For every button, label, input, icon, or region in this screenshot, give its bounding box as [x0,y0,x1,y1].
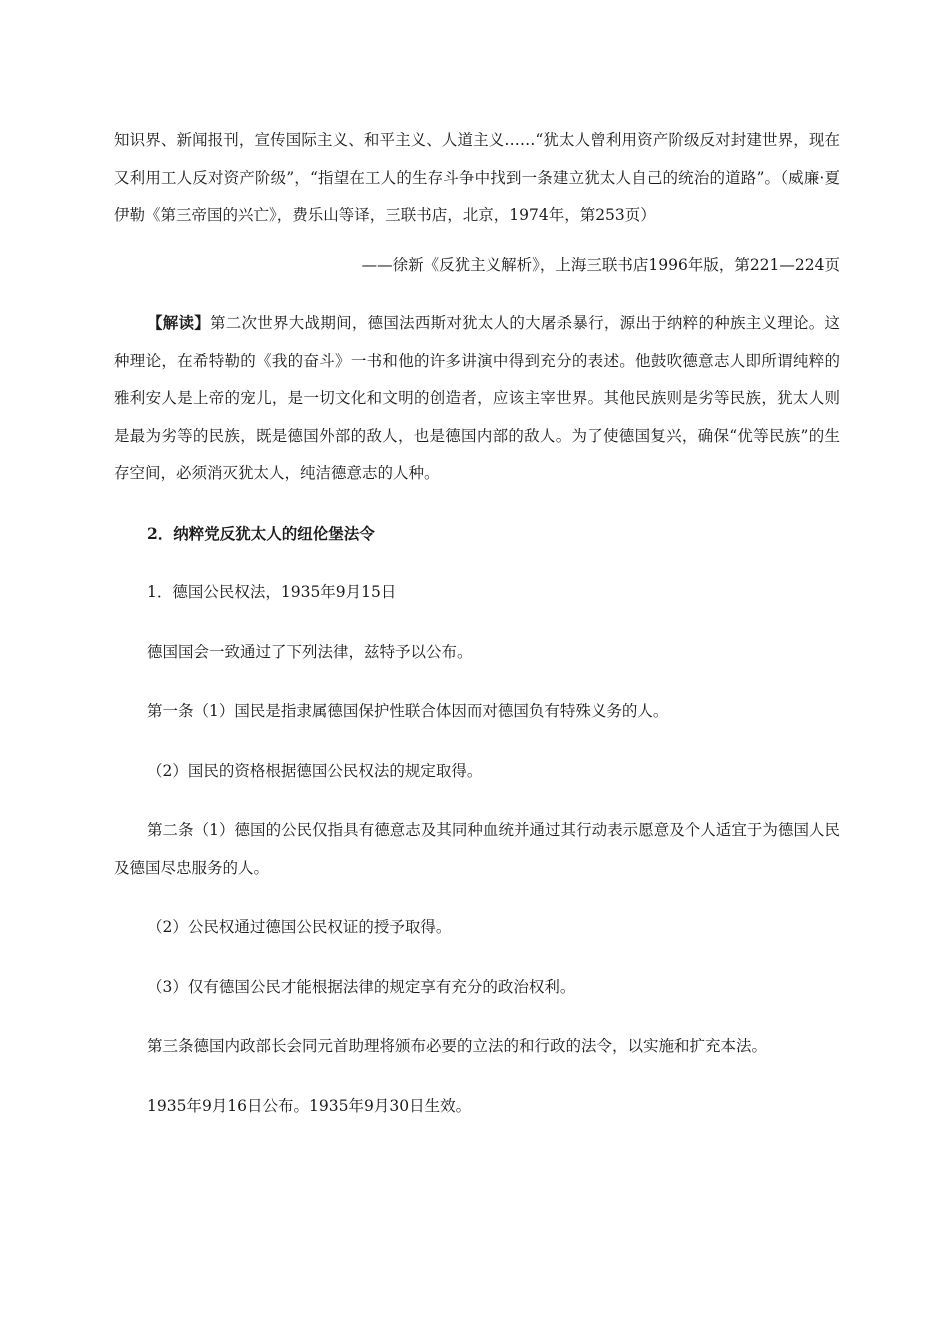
article-1-clause-2: （2）国民的资格根据德国公民权法的规定取得。 [147,761,483,780]
promulgation-note: 1935年9月16日公布。1935年9月30日生效。 [147,1096,472,1115]
source-citation: ——徐新《反犹主义解析》，上海三联书店1996年版，第221—224页 [361,255,840,274]
article-3: 第三条德国内政部长会同元首助理将颁布必要的立法的和行政的法令，以实施和扩充本法。 [147,1037,768,1055]
law-title: 1．德国公民权法，1935年9月15日 [147,583,397,601]
section-heading: 2．纳粹党反犹太人的纽伦堡法令 [147,523,375,543]
article-1-clause-1: 第一条（1）国民是指隶属德国保护性联合体因而对德国负有特殊义务的人。 [147,702,669,720]
commentary-paragraph [114,304,840,493]
commentary-text: 第二次世界大战期间，德国法西斯对犹太人的大屠杀暴行，源出于纳粹的种族主义理论。这种理论，在希特勒的《我的奋斗》一书和他的许多讲演中得到充分的表述。他鼓吹德意志人即所谓纯粹的雅利安人是上帝的宠儿，是一切文化和文明的创造者，应该主宰世界。其他民族则是劣等民族，犹太人则是最为劣等的民族，既是德国外部的敌人，也是德国内部的敌人。为了使德国复兴，确保“优等民族”的生存空间，必须消灭犹太人，纯洁德意志的人种。 [114,314,840,482]
article-2-clause-1: 第二条（1）德国的公民仅指具有德意志及其同种血统并通过其行动表示愿意及个人适宜于为德国人民及德国尽忠服务的人。 [114,821,840,877]
article-2-clause-2: （2）公民权通过德国公民权证的授予取得。 [147,918,452,936]
quote-paragraph: 知识界、新闻报刊，宣传国际主义、和平主义、人道主义……“犹太人曾利用资产阶级反对封建世界，现在又利用工人反对资产阶级”，“指望在工人的生存斗争中找到一条建立犹太人自己的统治的道路”。（威廉·夏伊勒《第三帝国的兴亡》，费乐山等译，三联书店，北京，1974年，第253页） [114,131,840,224]
law-preamble: 德国国会一致通过了下列法律，兹特予以公布。 [147,642,473,661]
article-2-clause-3: （3）仅有德国公民才能根据法律的规定享有充分的政治权利。 [147,977,576,996]
commentary-label: 【解读】 [147,313,211,332]
document-body [114,122,840,1125]
